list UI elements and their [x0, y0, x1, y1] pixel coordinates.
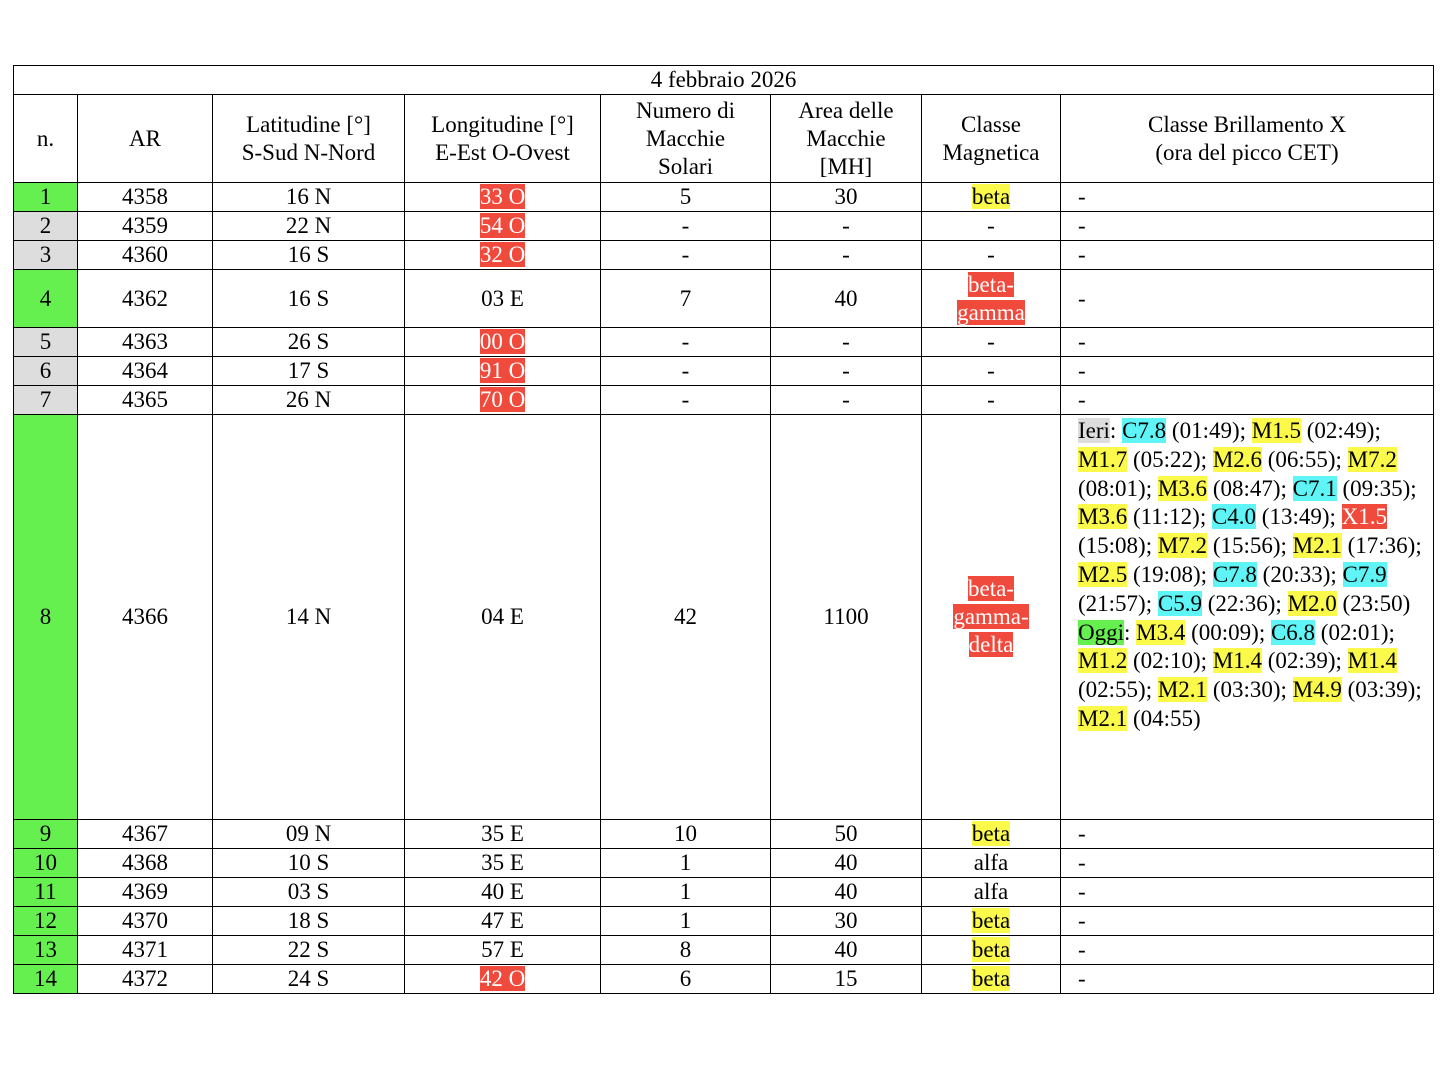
flare-peak-time: (11:12) — [1127, 504, 1200, 530]
flare-cell: - — [1061, 183, 1434, 212]
longitude-cell: 54 O — [405, 212, 601, 241]
flare-peak-time: (02:39) — [1262, 648, 1336, 674]
sunspot-count-cell: 1 — [601, 878, 771, 907]
row-number: 6 — [14, 357, 78, 386]
row-number: 3 — [14, 241, 78, 270]
table-row — [14, 386, 1434, 415]
flare-peak-time: (00:09) — [1185, 619, 1259, 645]
longitude-cell: 40 E — [405, 878, 601, 907]
ar-cell: 4360 — [78, 241, 213, 270]
row-number: 13 — [14, 936, 78, 965]
flare-peak-time: (08:01) — [1078, 475, 1146, 501]
flare-class-badge: X1.5 — [1341, 504, 1388, 530]
flare-peak-time: (17:36) — [1341, 533, 1416, 559]
header-sunspot-area: Area delle Macchie [MH] — [771, 95, 922, 183]
flare-peak-time: (09:35) — [1336, 475, 1411, 501]
row-number: 1 — [14, 183, 78, 212]
latitude-cell: 17 S — [213, 357, 405, 386]
latitude-cell: 14 N — [213, 415, 405, 820]
magnetic-class-cell: beta — [922, 965, 1061, 994]
ar-cell: 4358 — [78, 183, 213, 212]
latitude-cell: 22 S — [213, 936, 405, 965]
latitude-cell: 24 S — [213, 965, 405, 994]
flare-peak-time: (05:22) — [1127, 446, 1201, 472]
flare-peak-time: (20:33) — [1256, 561, 1331, 587]
ar-cell: 4364 — [78, 357, 213, 386]
ar-cell: 4371 — [78, 936, 213, 965]
flare-class-badge: C4.0 — [1211, 504, 1257, 530]
flare-class-badge: C7.9 — [1342, 561, 1387, 587]
sunspot-count-cell: 5 — [601, 183, 771, 212]
sunspot-count-cell: 1 — [601, 849, 771, 878]
header-longitude: Longitudine [°] E-Est O-Ovest — [405, 95, 601, 183]
ar-cell: 4363 — [78, 328, 213, 357]
latitude-cell: 16 N — [213, 183, 405, 212]
flare-day-label: Oggi — [1078, 619, 1124, 645]
flare-class-badge: M1.4 — [1347, 648, 1397, 674]
sunspot-area-cell: 1100 — [771, 415, 922, 820]
table-row — [14, 849, 1434, 878]
flare-peak-time: (19:08) — [1127, 561, 1201, 587]
flare-class-badge: C7.8 — [1122, 418, 1167, 443]
flare-class-badge: M1.5 — [1251, 418, 1301, 443]
flares-today: Oggi: M3.4 (00:09); C6.8 (02:01); M1.2 (02:10); M1.4 (02:39); M1.4 (02:55); M2.1 (03:30); M4.9 (03:39); M2.1 (04:55) — [1078, 619, 1422, 731]
magnetic-class-cell: - — [922, 386, 1061, 415]
sunspot-count-cell: - — [601, 386, 771, 415]
header-ar: AR — [78, 95, 213, 183]
magnetic-class-cell: - — [922, 241, 1061, 270]
row-number: 10 — [14, 849, 78, 878]
flare-peak-time: (08:47) — [1207, 475, 1281, 501]
sunspot-area-cell: 40 — [771, 849, 922, 878]
header-latitude: Latitudine [°] S-Sud N-Nord — [213, 95, 405, 183]
table-row — [14, 936, 1434, 965]
ar-cell: 4365 — [78, 386, 213, 415]
table-row — [14, 415, 1434, 820]
sunspot-count-cell: 7 — [601, 270, 771, 328]
magnetic-class-cell: beta- gamma- delta — [922, 415, 1061, 820]
magnetic-class-cell: beta — [922, 936, 1061, 965]
sunspot-area-cell: 30 — [771, 907, 922, 936]
flare-peak-time: (21:57) — [1078, 590, 1146, 616]
flare-class-badge: M7.2 — [1157, 533, 1208, 559]
longitude-cell: 32 O — [405, 241, 601, 270]
flare-cell: - — [1061, 212, 1434, 241]
flare-class-badge: C7.8 — [1212, 561, 1257, 587]
flare-cell: - — [1061, 386, 1434, 415]
sunspot-area-cell: 50 — [771, 820, 922, 849]
magnetic-class-cell: beta — [922, 183, 1061, 212]
longitude-cell: 00 O — [405, 328, 601, 357]
latitude-cell: 09 N — [213, 820, 405, 849]
magnetic-class-cell: beta — [922, 907, 1061, 936]
flare-peak-time: (06:55) — [1262, 446, 1336, 472]
latitude-cell: 22 N — [213, 212, 405, 241]
table-row — [14, 965, 1434, 994]
flare-peak-time: (13:49) — [1256, 504, 1330, 530]
flare-peak-time: (03:39) — [1341, 677, 1416, 703]
table-row — [14, 270, 1434, 328]
flare-class-badge: M2.1 — [1292, 533, 1342, 559]
flare-class-badge: C6.8 — [1270, 619, 1316, 645]
flare-cell: - — [1061, 357, 1434, 386]
table-row — [14, 183, 1434, 212]
flare-peak-time: (02:55) — [1078, 677, 1146, 703]
flare-peak-time: (04:55) — [1127, 705, 1201, 731]
header-sunspot-count: Numero di Macchie Solari — [601, 95, 771, 183]
row-number: 14 — [14, 965, 78, 994]
magnetic-class-cell: - — [922, 212, 1061, 241]
flare-class-badge: C5.9 — [1157, 590, 1202, 616]
sunspot-count-cell: - — [601, 357, 771, 386]
flare-peak-time: (15:56) — [1207, 533, 1281, 559]
magnetic-class-cell: - — [922, 328, 1061, 357]
flare-cell: - — [1061, 849, 1434, 878]
table-row — [14, 241, 1434, 270]
flare-class-badge: M1.7 — [1078, 446, 1128, 472]
sunspot-area-cell: 30 — [771, 183, 922, 212]
flare-class-badge: M1.2 — [1078, 648, 1128, 674]
sunspot-area-cell: 40 — [771, 270, 922, 328]
header-n: n. — [14, 95, 78, 183]
latitude-cell: 26 S — [213, 328, 405, 357]
table-title: 4 febbraio 2026 — [14, 66, 1434, 95]
sunspot-count-cell: 1 — [601, 907, 771, 936]
row-number: 2 — [14, 212, 78, 241]
ar-cell: 4368 — [78, 849, 213, 878]
latitude-cell: 18 S — [213, 907, 405, 936]
flare-class-badge: C7.1 — [1292, 475, 1337, 501]
table-row — [14, 357, 1434, 386]
flare-peak-time: (22:36) — [1201, 590, 1276, 616]
longitude-cell: 42 O — [405, 965, 601, 994]
row-number: 4 — [14, 270, 78, 328]
flare-class-badge: M3.6 — [1078, 504, 1128, 530]
flare-class-badge: M2.0 — [1287, 590, 1337, 616]
sunspot-count-cell: 42 — [601, 415, 771, 820]
sunspot-area-cell: 40 — [771, 878, 922, 907]
header-flare-class: Classe Brillamento X (ora del picco CET) — [1061, 95, 1434, 183]
active-regions-table — [13, 65, 1434, 994]
longitude-cell: 04 E — [405, 415, 601, 820]
flare-peak-time: (23:50) — [1336, 590, 1411, 616]
flare-peak-time: (02:49) — [1300, 418, 1375, 443]
ar-cell: 4369 — [78, 878, 213, 907]
sunspot-area-cell: 15 — [771, 965, 922, 994]
latitude-cell: 26 N — [213, 386, 405, 415]
sunspot-count-cell: - — [601, 328, 771, 357]
flare-peak-time: (02:01) — [1315, 619, 1389, 645]
sunspot-area-cell: - — [771, 386, 922, 415]
longitude-cell: 91 O — [405, 357, 601, 386]
ar-cell: 4367 — [78, 820, 213, 849]
flare-cell: - — [1061, 907, 1434, 936]
flare-cell: - — [1061, 965, 1434, 994]
latitude-cell: 03 S — [213, 878, 405, 907]
sunspot-count-cell: - — [601, 212, 771, 241]
longitude-cell: 35 E — [405, 820, 601, 849]
flare-cell: - — [1061, 936, 1434, 965]
sunspot-count-cell: 10 — [601, 820, 771, 849]
ar-cell: 4372 — [78, 965, 213, 994]
sunspot-area-cell: - — [771, 357, 922, 386]
magnetic-class-cell: - — [922, 357, 1061, 386]
flare-cell: - — [1061, 328, 1434, 357]
flare-cell — [1061, 415, 1434, 820]
flare-class-badge: M2.5 — [1078, 561, 1128, 587]
flare-class-badge: M3.6 — [1157, 475, 1208, 501]
flare-day-label: Ieri — [1078, 418, 1110, 443]
flare-cell: - — [1061, 820, 1434, 849]
sunspot-area-cell: - — [771, 241, 922, 270]
flare-class-badge: M4.9 — [1292, 677, 1342, 703]
ar-cell: 4359 — [78, 212, 213, 241]
header-magnetic-class: Classe Magnetica — [922, 95, 1061, 183]
longitude-cell: 47 E — [405, 907, 601, 936]
longitude-cell: 70 O — [405, 386, 601, 415]
flare-class-badge: M2.6 — [1212, 446, 1263, 472]
ar-cell: 4370 — [78, 907, 213, 936]
ar-cell: 4366 — [78, 415, 213, 820]
flares-yesterday: Ieri: C7.8 (01:49); M1.5 (02:49); M1.7 (05:22); M2.6 (06:55); M7.2 (08:01); M3.6 (08:47); C7.1 (09:35); M3.6 (11:12); C4.0 (13:49); X1.5 (15:08); M7.2 (15:56); M2.1 (17:36); M2.5 (19:08); C7.8 (20:33); C7.9 (21:57); C5.9 (22:36); M2.0 (23:50) — [1078, 418, 1422, 616]
flare-class-badge: M7.2 — [1347, 446, 1397, 472]
flare-peak-time: (15:08) — [1078, 533, 1146, 559]
row-number: 9 — [14, 820, 78, 849]
table-row — [14, 878, 1434, 907]
magnetic-class-cell: beta- gamma — [922, 270, 1061, 328]
flare-class-badge: M1.4 — [1212, 648, 1263, 674]
flare-peak-time: (03:30) — [1207, 677, 1281, 703]
sunspot-count-cell: 6 — [601, 965, 771, 994]
flare-class-badge: M2.1 — [1157, 677, 1208, 703]
flare-peak-time: (02:10) — [1127, 648, 1201, 674]
magnetic-class-cell: beta — [922, 820, 1061, 849]
row-number: 7 — [14, 386, 78, 415]
row-number: 5 — [14, 328, 78, 357]
flare-peak-time: (01:49) — [1166, 418, 1240, 443]
latitude-cell: 16 S — [213, 241, 405, 270]
table-row — [14, 820, 1434, 849]
longitude-cell: 03 E — [405, 270, 601, 328]
longitude-cell: 57 E — [405, 936, 601, 965]
table-row — [14, 907, 1434, 936]
longitude-cell: 35 E — [405, 849, 601, 878]
row-number: 8 — [14, 415, 78, 820]
ar-cell: 4362 — [78, 270, 213, 328]
flare-class-badge: M3.4 — [1136, 619, 1186, 645]
row-number: 12 — [14, 907, 78, 936]
row-number: 11 — [14, 878, 78, 907]
latitude-cell: 10 S — [213, 849, 405, 878]
longitude-cell: 33 O — [405, 183, 601, 212]
latitude-cell: 16 S — [213, 270, 405, 328]
sunspot-count-cell: 8 — [601, 936, 771, 965]
flare-class-badge: M2.1 — [1078, 705, 1128, 731]
magnetic-class-cell: alfa — [922, 878, 1061, 907]
sunspot-area-cell: - — [771, 212, 922, 241]
table-row — [14, 328, 1434, 357]
flare-cell: - — [1061, 270, 1434, 328]
magnetic-class-cell: alfa — [922, 849, 1061, 878]
sunspot-area-cell: - — [771, 328, 922, 357]
flare-cell: - — [1061, 241, 1434, 270]
table-row — [14, 212, 1434, 241]
sunspot-area-cell: 40 — [771, 936, 922, 965]
flare-cell: - — [1061, 878, 1434, 907]
header-row — [14, 95, 1434, 183]
sunspot-count-cell: - — [601, 241, 771, 270]
